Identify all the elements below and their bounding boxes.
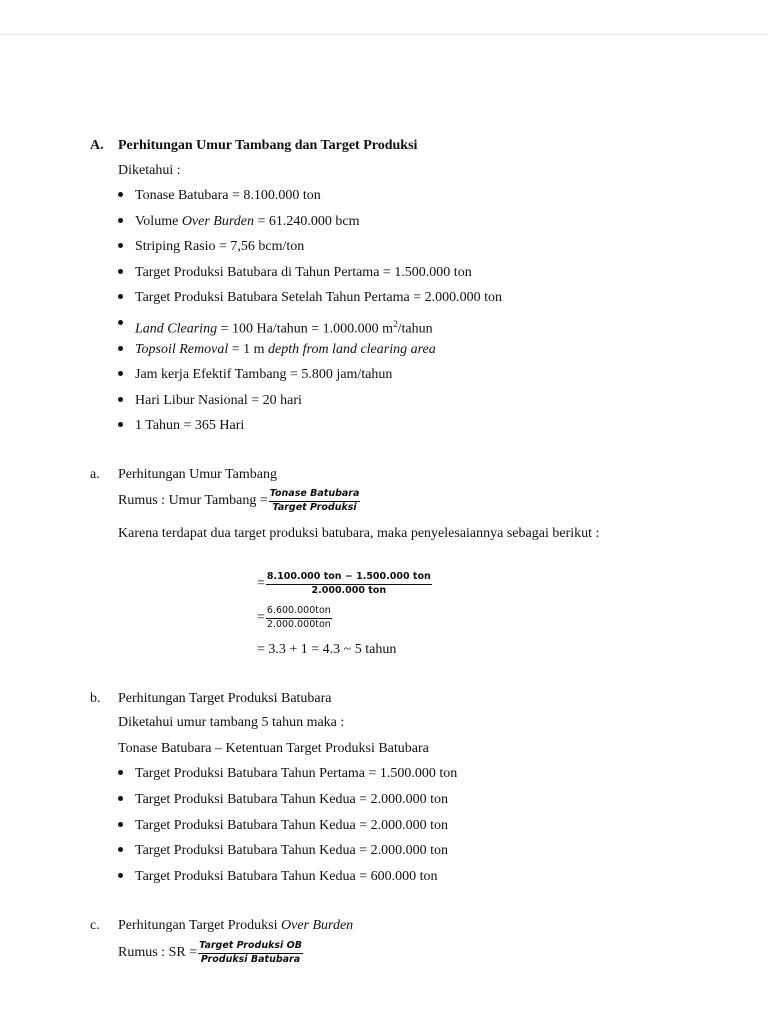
list-item-text: Volume: [135, 214, 182, 229]
list-item: [135, 341, 436, 359]
list-item: Striping Rasio = 7,56 bcm/ton: [135, 239, 305, 254]
bullet-icon: [118, 243, 123, 248]
list-item-italic: Land Clearing: [135, 321, 218, 337]
list-item: Target Produksi Batubara di Tahun Pertama = 1.500.000 ton: [135, 265, 472, 280]
diketahui-label: Diketahui :: [118, 163, 181, 178]
superscript: 2: [393, 319, 398, 329]
bullet-icon: [118, 294, 123, 299]
umur-tambang-formula: [118, 488, 360, 514]
calc-1-denominator: 2.000.000 ton: [311, 585, 387, 596]
section-a-text: Karena terdapat dua target produksi batubara, maka penyelesaiannya sebagai berikut :: [118, 526, 600, 541]
section-a-letter: a.: [90, 467, 100, 482]
formula-numerator: Tonase Batubara: [269, 488, 360, 499]
bullet-icon: [118, 320, 123, 325]
bullet-icon: [118, 796, 123, 801]
list-item-text: = 1 m: [228, 342, 269, 357]
bullet-icon: [118, 218, 123, 223]
bullet-icon: [118, 847, 123, 852]
list-item: Target Produksi Batubara Tahun Kedua = 600.000 ton: [135, 869, 438, 884]
formula-prefix: Rumus : Umur Tambang =: [118, 493, 268, 508]
heading-letter: A.: [90, 138, 104, 153]
bullet-icon: [118, 822, 123, 827]
list-item-italic: Topsoil Removal: [135, 342, 229, 357]
section-a-title: Perhitungan Umur Tambang: [118, 467, 277, 482]
bullet-icon: [118, 371, 123, 376]
list-item: Target Produksi Batubara Tahun Kedua = 2.000.000 ton: [135, 843, 448, 858]
list-item: [135, 315, 433, 339]
list-item: Target Produksi Batubara Tahun Pertama = 1.500.000 ton: [135, 766, 458, 781]
calc-2-numerator: 6.600.000ton: [266, 605, 331, 616]
sr-formula: [118, 940, 303, 966]
bullet-icon: [118, 192, 123, 197]
section-b-letter: b.: [90, 691, 101, 706]
page-top-border: [0, 34, 768, 35]
bullet-icon: [118, 873, 123, 878]
bullet-icon: [118, 346, 123, 351]
bullet-icon: [118, 422, 123, 427]
bullet-icon: [118, 770, 123, 775]
heading-title: Perhitungan Umur Tambang dan Target Produksi: [118, 138, 418, 153]
section-b-line-2: Tonase Batubara – Ketentuan Target Produksi Batubara: [118, 741, 429, 756]
list-item: Target Produksi Batubara Tahun Kedua = 2.000.000 ton: [135, 818, 448, 833]
equals-sign: =: [257, 610, 265, 625]
formula-prefix: Rumus : SR =: [118, 945, 198, 960]
list-item-text: = 61.240.000 bcm: [254, 214, 360, 229]
list-item: Target Produksi Batubara Tahun Kedua = 2.000.000 ton: [135, 792, 448, 807]
list-item: Jam kerja Efektif Tambang = 5.800 jam/tahun: [135, 367, 393, 382]
list-item: [135, 213, 360, 231]
calc-result: = 3.3 + 1 = 4.3 ~ 5 tahun: [257, 642, 397, 657]
formula-denominator: Produksi Batubara: [200, 954, 301, 965]
section-c-title-italic: Over Burden: [281, 918, 354, 933]
list-item-italic: Over Burden: [181, 214, 254, 229]
calc-step-1: [257, 571, 432, 597]
bullet-icon: [118, 397, 123, 402]
list-item: Hari Libur Nasional = 20 hari: [135, 393, 302, 408]
formula-numerator: Target Produksi OB: [199, 940, 302, 951]
calc-step-2: [257, 605, 332, 631]
formula-denominator: Target Produksi: [272, 502, 357, 513]
list-item-text: = 100 Ha/tahun = 1.000.000 m: [217, 321, 394, 337]
bullet-icon: [118, 269, 123, 274]
section-b-line-1: Diketahui umur tambang 5 tahun maka :: [118, 715, 345, 730]
list-item: 1 Tahun = 365 Hari: [135, 418, 245, 433]
list-item-text: /tahun: [397, 321, 433, 337]
equals-sign: =: [257, 576, 265, 591]
section-c-title: [118, 917, 353, 935]
section-b-title: Perhitungan Target Produksi Batubara: [118, 691, 332, 706]
calc-2-denominator: 2.000.000ton: [266, 619, 331, 630]
list-item: Tonase Batubara = 8.100.000 ton: [135, 188, 321, 203]
section-c-letter: c.: [90, 918, 100, 933]
section-c-title-text: Perhitungan Target Produksi: [118, 918, 281, 933]
list-item-italic: depth from land clearing area: [268, 342, 436, 357]
calc-1-numerator: 8.100.000 ton − 1.500.000 ton: [266, 571, 431, 582]
list-item: Target Produksi Batubara Setelah Tahun Pertama = 2.000.000 ton: [135, 290, 503, 305]
